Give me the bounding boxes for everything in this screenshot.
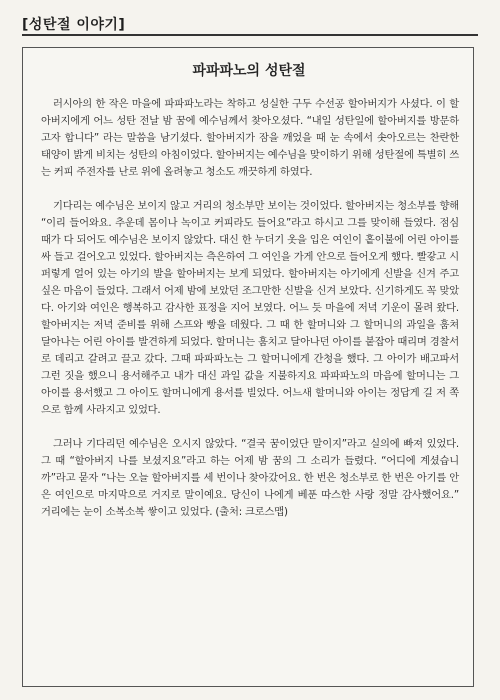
story-box <box>22 47 474 687</box>
story-paragraph-1: 러시아의 한 작은 마을에 파파파노라는 착하고 성실한 구두 수선공 할아버지가 사셨다. 이 할아버지에게 어느 성탄 전날 밤 꿈에 예수님께서 찾아오셨다. “내일 성탄일에 할아버지를 방문하고자 합니다” 라는 말씀을 남기셨다. 할아버지가 잠을 깨었을 때 눈 속에서 솟아오르는 찬란한 태양이 밝게 비치는 성탄의 아침이었다. 할아버지는 예수님을 맞이하기 위해 성탄절에 특별히 쓰는 커피 주전자를 난로 위에 올려놓고 청소도 깨끗하게 하였다. <box>41 98 459 178</box>
story-body <box>41 96 459 521</box>
story-title: 파파파노의 성탄절 <box>192 63 306 79</box>
story-paragraph-3: 그러나 기다리던 예수님은 오시지 않았다. “결국 꿈이었단 말이지”라고 실의에 빠져 있었다. 그 때 “할아버지 나를 보셨지요”라고 하는 어제 밤 꿈의 그 소리가 들렸다. “어디에 계셨습니까”라고 묻자 “나는 오늘 할아버지를 세 번이나 찾아갔어요. 한 번은 청소부로 한 번은 아기를 안은 여인으로 마지막으로 거지로 말이예요. 당신이 나에게 베푼 따스한 사랑 정말 감사했어요.” 거리에는 눈이 소복소복 쌓이고 있었다. (출처: 크로스맵) <box>41 438 459 518</box>
section-label: [성탄절 이야기] <box>22 17 126 33</box>
header-divider <box>22 34 478 36</box>
story-paragraph-2: 기다리는 예수님은 보이지 않고 거리의 청소부만 보이는 것이었다. 할아버지는 청소부를 향해 “이리 들어와요. 추운데 몸이나 녹이고 커피라도 들어요”라고 하시고 그를 맞이해 들였다. 점심 때가 다 되어도 예수님은 보이지 않았다. 대신 한 누더기 옷을 입은 여인이 홑이불에 어린 아이를 싸 들고 걸어오고 있었다. 할아버지는 측은하여 그 여인을 가게 안으로 들어오게 했다. 빨갛고 시퍼렇게 얼어 있는 아기의 발을 할아버지는 보게 되었다. 할아버지는 아기에게 신발을 신겨 주고 싶은 마음이 들었다. 그래서 어제 밤에 보았던 조그만한 신발을 신겨 보았다. 신기하게도 꼭 맞았다. 아기와 여인은 행복하고 감사한 표정을 지어 보였다. 어느 듯 마을에 저녁 기운이 몰려 왔다. 할아버지는 저녁 준비를 위해 스프와 빵을 데웠다. 그 때 한 할머니와 그 할머니의 과일을 훔쳐 달아나는 어린 아이를 발견하게 되었다. 할머니는 훔치고 달아나던 아이를 붙잡아 때리며 경찰서로 데리고 갈려고 끌고 갔다. 그때 파파파노는 그 할머니에게 간청을 했다. 그 아이가 배고파서 그런 짓을 했으니 용서해주고 내가 대신 과일 값을 지불하지요 파파파노의 마음에 할머니는 그 아이를 용서했고 그 아이도 할머니에게 용서를 빌었다. 어느새 할머니와 아이는 정답게 길 저 쪽으로 함께 사라지고 있었다. <box>41 200 459 416</box>
